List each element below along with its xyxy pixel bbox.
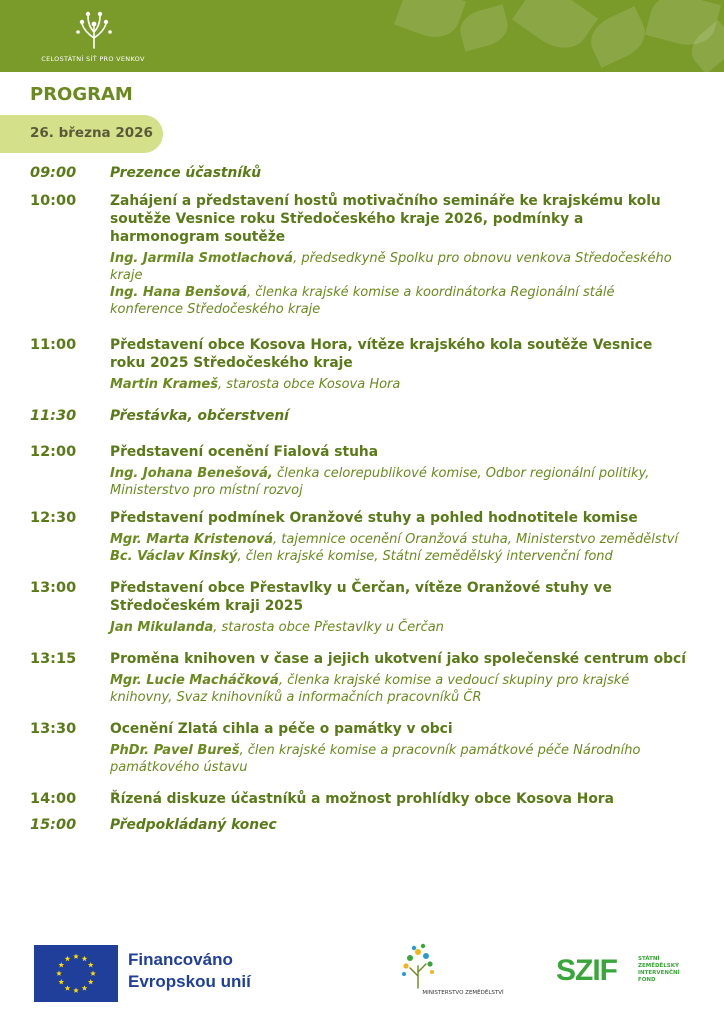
speaker bbox=[110, 742, 690, 776]
speaker-name: Mgr. Lucie Macháčková bbox=[110, 673, 279, 688]
agenda-title: Zahájení a představení hostů motivačního semináře ke krajskému kolu soutěže Vesnice roku Středočeského kraje 2026, podmínky a harmonogram soutěže bbox=[110, 193, 661, 245]
agenda-content bbox=[110, 164, 690, 182]
speaker-list bbox=[110, 465, 690, 499]
eu-star bbox=[56, 971, 62, 976]
agenda-time: 12:30 bbox=[30, 510, 77, 526]
speaker bbox=[110, 548, 690, 565]
agenda-title: Proměna knihoven v čase a jejich ukotvení jako společenské centrum obcí bbox=[110, 651, 686, 667]
header-banner bbox=[0, 0, 724, 72]
agenda-title: Ocenění Zlatá cihla a péče o památky v obci bbox=[110, 721, 453, 737]
eu-star bbox=[73, 954, 79, 959]
agenda-time: 09:00 bbox=[30, 165, 77, 181]
agenda-item bbox=[30, 407, 690, 425]
eu-star bbox=[65, 956, 71, 961]
speaker-list bbox=[110, 250, 690, 318]
eu-text-line1: Financováno bbox=[128, 950, 233, 969]
agenda-content bbox=[110, 443, 690, 499]
agenda-item bbox=[30, 579, 690, 636]
eu-stars bbox=[34, 945, 118, 1002]
agenda-item bbox=[30, 650, 690, 706]
speaker-name: Martin Krameš bbox=[110, 377, 218, 392]
agenda-time: 11:30 bbox=[30, 408, 77, 424]
szif-logo bbox=[556, 954, 696, 994]
eu-star bbox=[88, 962, 94, 967]
agenda-time: 13:30 bbox=[30, 721, 77, 737]
speaker-list bbox=[110, 619, 690, 636]
speaker bbox=[110, 672, 690, 706]
agenda-content bbox=[110, 720, 690, 776]
agenda-content bbox=[110, 579, 690, 636]
agenda-item bbox=[30, 816, 690, 834]
speaker-name: Bc. Václav Kinský bbox=[110, 549, 238, 564]
eu-funding-text bbox=[128, 949, 251, 993]
agenda-time: 12:00 bbox=[30, 444, 77, 460]
agenda-item bbox=[30, 790, 690, 808]
ministry-logo bbox=[398, 942, 528, 1004]
agenda-time: 13:15 bbox=[30, 651, 77, 667]
logo-text: CELOSTÁTNÍ SÍŤ PRO VENKOV bbox=[41, 55, 145, 63]
speaker-role: , členka krajské komise a vedoucí skupiny pro krajské knihovny, Svaz knihovníků a informačních pracovníků ČR bbox=[110, 673, 630, 705]
szif-letters: SZIF bbox=[556, 954, 617, 987]
speaker bbox=[110, 619, 690, 636]
agenda-time: 15:00 bbox=[30, 817, 77, 833]
agenda-time: 13:00 bbox=[30, 580, 77, 596]
speaker bbox=[110, 284, 690, 318]
ministry-text: MINISTERSTVO ZEMĚDĚLSTVÍ bbox=[422, 990, 504, 996]
flower-logo-icon bbox=[72, 8, 116, 52]
agenda-item bbox=[30, 443, 690, 499]
agenda-time: 10:00 bbox=[30, 193, 77, 209]
speaker bbox=[110, 531, 690, 548]
agenda-title: Předpokládaný konec bbox=[110, 817, 277, 833]
szif-full-name: STÁTNÍ ZEMĚDĚLSKÝ INTERVENČNÍ FOND bbox=[638, 956, 680, 983]
agenda-time: 14:00 bbox=[30, 791, 77, 807]
speaker-role: , člen krajské komise a pracovník památkové péče Národního památkového ústavu bbox=[110, 743, 641, 775]
eu-star bbox=[90, 971, 96, 976]
agenda-title: Představení podmínek Oranžové stuhy a pohled hodnotitele komise bbox=[110, 510, 638, 526]
agenda-title: Přestávka, občerstvení bbox=[110, 408, 289, 424]
speaker-name: PhDr. Pavel Bureš bbox=[110, 743, 240, 758]
footer-logos bbox=[0, 940, 724, 1024]
eu-star bbox=[73, 988, 79, 993]
eu-star bbox=[82, 956, 88, 961]
speaker bbox=[110, 376, 690, 393]
speaker-role: , předsedkyně Spolku pro obnovu venkova Středočeského kraje bbox=[110, 251, 672, 283]
speaker-role: , tajemnice ocenění Oranžová stuha, Ministerstvo zemědělství bbox=[273, 532, 679, 547]
agenda-content bbox=[110, 816, 690, 834]
agenda-content bbox=[110, 336, 690, 393]
date-badge bbox=[0, 115, 163, 153]
agenda-list bbox=[30, 164, 690, 834]
agenda-item bbox=[30, 164, 690, 182]
eu-star bbox=[65, 985, 71, 990]
speaker-name: Ing. Jarmila Smotlachová bbox=[110, 251, 294, 266]
speaker-list bbox=[110, 376, 690, 393]
speaker-list bbox=[110, 742, 690, 776]
agenda-title: Představení obce Přestavlky u Čerčan, vítěze Oranžové stuhy ve Středočeském kraji 2025 bbox=[110, 580, 612, 614]
speaker-name: Jan Mikulanda bbox=[110, 620, 214, 635]
speaker-name: Mgr. Marta Kristenová bbox=[110, 532, 274, 547]
agenda-title: Představení obce Kosova Hora, vítěze krajského kola soutěže Vesnice roku 2025 Středočeského kraje bbox=[110, 337, 653, 371]
csv-logo bbox=[28, 8, 158, 66]
eu-flag-icon bbox=[34, 945, 118, 1002]
speaker-role: , starosta obce Přestavlky u Čerčan bbox=[213, 620, 444, 635]
agenda-content bbox=[110, 650, 690, 706]
speaker-role: členka celorepublikové komise, Odbor regionální politiky, Ministerstvo pro místní rozvoj bbox=[110, 466, 650, 498]
agenda-title: Prezence účastníků bbox=[110, 165, 262, 181]
agenda-content bbox=[110, 790, 690, 808]
eu-text-line2: Evropskou unií bbox=[128, 972, 251, 991]
ministry-tree-icon bbox=[398, 942, 528, 990]
eu-star bbox=[82, 985, 88, 990]
date-label: 26. března 2026 bbox=[30, 125, 153, 141]
agenda-content bbox=[110, 192, 690, 318]
eu-star bbox=[58, 962, 64, 967]
speaker-name: Ing. Johana Benešová, bbox=[110, 466, 273, 481]
speaker-list bbox=[110, 531, 690, 565]
leaf-decoration bbox=[456, 4, 512, 51]
speaker-role: , starosta obce Kosova Hora bbox=[217, 377, 401, 392]
agenda-content bbox=[110, 407, 690, 425]
agenda-item bbox=[30, 336, 690, 393]
agenda-title: Představení ocenění Fialová stuha bbox=[110, 444, 379, 460]
agenda-content bbox=[110, 509, 690, 565]
page-title: PROGRAM bbox=[30, 84, 133, 105]
eu-star bbox=[88, 979, 94, 984]
speaker bbox=[110, 465, 690, 499]
speaker-role: , členka krajské komise a koordinátorka Regionální stálé konference Středočeského kraje bbox=[110, 285, 615, 317]
eu-star bbox=[58, 979, 64, 984]
agenda-title: Řízená diskuze účastníků a možnost prohlídky obce Kosova Hora bbox=[110, 791, 614, 807]
agenda-item bbox=[30, 509, 690, 565]
agenda-time: 11:00 bbox=[30, 337, 77, 353]
speaker-role: , člen krajské komise, Státní zemědělský intervenční fond bbox=[237, 549, 613, 564]
leaf-decoration bbox=[394, 0, 466, 45]
speaker-name: Ing. Hana Benšová bbox=[110, 285, 247, 300]
speaker bbox=[110, 250, 690, 284]
speaker-list bbox=[110, 672, 690, 706]
agenda-item bbox=[30, 720, 690, 776]
agenda-item bbox=[30, 192, 690, 318]
leaf-decoration bbox=[512, 0, 598, 60]
